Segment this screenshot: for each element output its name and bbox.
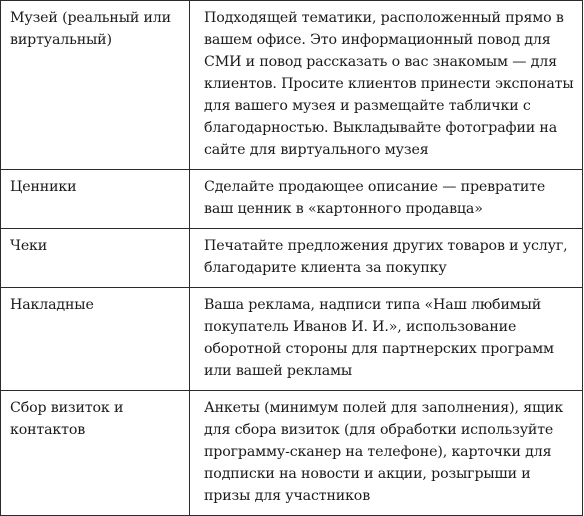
channel-name: Сбор визиток и контактов bbox=[10, 400, 124, 438]
channel-cell bbox=[1, 288, 190, 391]
table-row bbox=[1, 1, 583, 170]
table-row bbox=[1, 288, 583, 391]
table-row bbox=[1, 170, 583, 229]
usage-description: Ваша реклама, надписи типа «Наш любимый покупатель Иванов И. И.», использование оборотной стороны для партнерских программ или вашей рекламы bbox=[204, 297, 554, 379]
channel-name: Накладные bbox=[10, 297, 94, 313]
usage-description: Сделайте продающее описание — превратите ваш ценник в «картонного продавца» bbox=[204, 179, 546, 217]
usage-cell bbox=[190, 288, 583, 391]
channel-name: Ценники bbox=[10, 179, 77, 195]
usage-cell bbox=[190, 391, 583, 516]
usage-description: Анкеты (минимум полей для заполнения), ящик для сбора визиток (для обработки используйте программу-сканер на телефоне), карточки для подписки на новости и акции, розыгрыши и призы для участников bbox=[204, 400, 564, 504]
usage-cell bbox=[190, 1, 583, 170]
channel-cell bbox=[1, 391, 190, 516]
usage-description: Печатайте предложения других товаров и услуг, благодарите клиента за покупку bbox=[204, 238, 568, 276]
usage-description: Подходящей тематики, расположенный прямо в вашем офисе. Это информационный повод для СМИ и повод рассказать о вас знакомым — для клиентов. Просите клиентов принести экспонаты для вашего музея и размещайте таблички с благодарностью. Выкладывайте фотографии на сайте для виртуального музея bbox=[204, 10, 574, 158]
table-row bbox=[1, 229, 583, 288]
channel-cell bbox=[1, 170, 190, 229]
usage-cell bbox=[190, 170, 583, 229]
usage-cell bbox=[190, 229, 583, 288]
channel-name: Музей (реальный или виртуальный) bbox=[10, 10, 171, 48]
channel-cell bbox=[1, 1, 190, 170]
channel-name: Чеки bbox=[10, 238, 48, 254]
channel-cell bbox=[1, 229, 190, 288]
table-row bbox=[1, 391, 583, 516]
